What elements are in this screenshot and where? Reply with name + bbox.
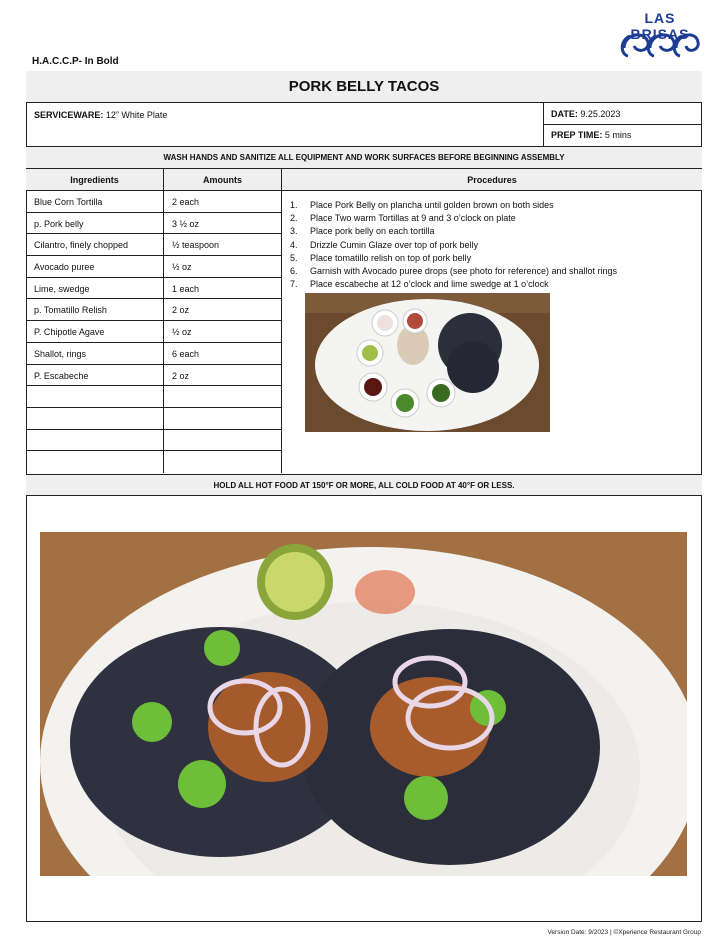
logo-wordmark: LAS BRISAS	[630, 10, 690, 42]
date-value: 9.25.2023	[580, 109, 621, 119]
ingredient-cell: p. Tomatillo Relish	[26, 299, 164, 320]
table-row	[26, 191, 282, 213]
step-number: 4.	[290, 239, 298, 250]
ingredient-cell	[26, 430, 164, 451]
procedure-step	[290, 212, 690, 225]
ingredient-cell	[26, 408, 164, 429]
ingredient-cell	[26, 386, 164, 407]
procedure-step	[290, 239, 690, 252]
ingredient-cell: P. Escabeche	[26, 365, 164, 386]
procedure-step	[290, 199, 690, 212]
table-row	[26, 430, 282, 452]
procedures-header: Procedures	[282, 169, 702, 191]
step-text: Place Two warm Tortillas at 9 and 3 o’clock on plate	[310, 213, 516, 224]
amount-cell	[164, 430, 282, 451]
ingredient-cell: Avocado puree	[26, 256, 164, 277]
amount-cell: ½ oz	[164, 256, 282, 277]
procedures-list	[290, 199, 690, 291]
ingredient-cell: Shallot, rings	[26, 343, 164, 364]
version-footer: Version Date: 9/2023 | ©Xperience Restaurant Group	[547, 929, 701, 936]
amount-cell: 6 each	[164, 343, 282, 364]
amount-cell: ½ teaspoon	[164, 234, 282, 255]
amount-cell	[164, 386, 282, 407]
step-text: Place Pork Belly on plancha until golden brown on both sides	[310, 200, 554, 210]
amount-cell	[164, 408, 282, 429]
amount-cell: ½ oz	[164, 321, 282, 342]
table-row	[26, 234, 282, 256]
step-text: Drizzle Cumin Glaze over top of pork belly	[310, 239, 479, 250]
table-row	[26, 256, 282, 278]
table-row	[26, 408, 282, 430]
ingredient-cell: P. Chipotle Agave	[26, 321, 164, 342]
serviceware-value: 12” White Plate	[105, 110, 168, 120]
step-number: 1.	[290, 200, 298, 210]
date-label: DATE:	[551, 109, 578, 119]
amount-cell	[164, 451, 282, 473]
serviceware-label: SERVICEWARE:	[34, 110, 104, 120]
prep-time-cell	[544, 125, 702, 147]
step-text: Garnish with Avocado puree drops (see photo for reference) and shallot rings	[310, 266, 618, 277]
table-row	[26, 278, 282, 300]
food-temperature-notice: HOLD ALL HOT FOOD AT 150°F OR MORE, ALL COLD FOOD AT 40°F OR LESS.	[26, 474, 702, 496]
prep-time-label: PREP TIME:	[551, 130, 603, 140]
table-row	[26, 386, 282, 408]
ingredients-header: Ingredients	[26, 169, 164, 191]
table-row	[26, 343, 282, 365]
plated-pork-belly-tacos-photo	[40, 532, 687, 876]
ingredient-cell: Cilantro, finely chopped	[26, 234, 164, 255]
prep-time-value: 5 mins	[604, 130, 632, 140]
wash-hands-notice: WASH HANDS AND SANITIZE ALL EQUIPMENT AND WORK SURFACES BEFORE BEGINNING ASSEMBLY	[26, 147, 702, 169]
step-number: 7.	[290, 279, 298, 290]
amount-cell: 2 oz	[164, 365, 282, 386]
table-row	[26, 451, 282, 473]
ingredients-table	[26, 191, 282, 473]
step-number: 5.	[290, 252, 298, 263]
ingredient-cell: p. Pork belly	[26, 213, 164, 234]
procedure-step	[290, 278, 690, 291]
procedure-step	[290, 265, 690, 278]
amount-cell: 3 ½ oz	[164, 213, 282, 234]
step-text: Place tomatillo relish on top of pork belly	[310, 252, 472, 263]
table-row	[26, 321, 282, 343]
procedure-step	[290, 225, 690, 238]
haccp-note: H.A.C.C.P- In Bold	[32, 56, 119, 67]
amount-cell: 1 each	[164, 278, 282, 299]
step-number: 3.	[290, 226, 298, 237]
amount-cell: 2 each	[164, 191, 282, 212]
step-text: Place pork belly on each tortilla	[310, 226, 435, 237]
amounts-header: Amounts	[164, 169, 282, 191]
ingredient-cell: Lime, swedge	[26, 278, 164, 299]
step-text: Place escabeche at 12 o’clock and lime swedge at 1 o’clock	[310, 279, 549, 290]
recipe-title: PORK BELLY TACOS	[26, 71, 702, 103]
serviceware-cell	[26, 103, 544, 147]
table-row	[26, 213, 282, 235]
table-row	[26, 365, 282, 387]
mise-en-place-photo	[305, 293, 550, 432]
table-row	[26, 299, 282, 321]
step-number: 6.	[290, 266, 298, 277]
amount-cell: 2 oz	[164, 299, 282, 320]
ingredient-cell	[26, 451, 164, 473]
step-number: 2.	[290, 213, 298, 224]
las-brisas-logo	[618, 10, 702, 62]
procedure-step	[290, 252, 690, 265]
ingredient-cell: Blue Corn Tortilla	[26, 191, 164, 212]
date-cell	[544, 103, 702, 125]
